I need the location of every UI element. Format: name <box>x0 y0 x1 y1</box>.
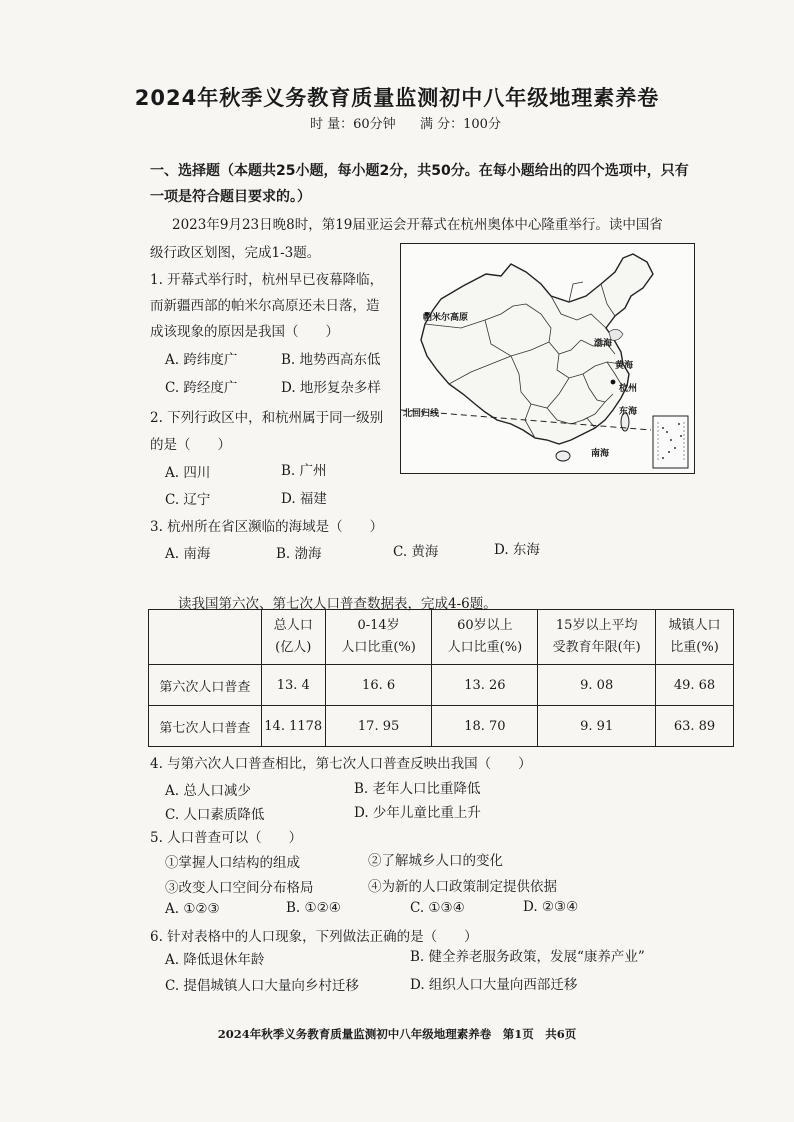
question-6-option-d[interactable]: D. 组织人口大量向西部迁移 <box>410 977 578 993</box>
intro-text: 2023年9月23日晚8时，第19届亚运会开幕式在杭州奥体中心隆重举行。读中国省 <box>172 217 663 233</box>
question-6-stem: 6. 针对表格中的人口现象，下列做法正确的是（ ） <box>150 929 478 945</box>
question-1-option-b[interactable]: B. 地势西高东低 <box>281 352 381 368</box>
table-header-cell: 0-14岁 人口比重(%) <box>325 610 432 665</box>
question-1-stem: 1. 开幕式举行时，杭州早已夜幕降临， <box>150 272 384 288</box>
question-5-option-b[interactable]: B. ①②④ <box>286 900 341 916</box>
map-label-nanhai: 南海 <box>591 449 610 459</box>
question-2-stem: 2. 下列行政区中，和杭州属于同一级别 <box>150 410 384 426</box>
question-3-option-d[interactable]: D. 东海 <box>494 542 540 558</box>
table-header-row <box>149 610 734 665</box>
question-6-option-a[interactable]: A. 降低退休年龄 <box>165 952 265 968</box>
census-table <box>148 609 734 747</box>
section-heading-cont: 一项是符合题目要求的。） <box>150 189 311 205</box>
question-2-option-d[interactable]: D. 福建 <box>281 491 327 507</box>
question-2-option-a[interactable]: A. 四川 <box>165 465 211 481</box>
table-row <box>149 665 734 706</box>
table-cell: 9. 91 <box>538 706 656 747</box>
question-2-stem-cont: 的是（ ） <box>150 437 231 453</box>
question-3-option-c[interactable]: C. 黄海 <box>393 544 439 560</box>
question-5-option-c[interactable]: C. ①③④ <box>410 900 465 916</box>
table-cell: 18. 70 <box>432 706 538 747</box>
map-label-hangzhou: 杭州 <box>619 384 638 394</box>
question-1-option-d[interactable]: D. 地形复杂多样 <box>281 380 381 396</box>
question-3-option-a[interactable]: A. 南海 <box>165 546 211 562</box>
question-1-stem-cont: 而新疆西部的帕米尔高原还未日落，造 <box>150 298 380 314</box>
question-5-statement-3: ③改变人口空间分布格局 <box>165 880 314 896</box>
table-intro: 读我国第六次、第七次人口普查数据表，完成4-6题。 <box>178 596 497 612</box>
table-header-cell: 60岁以上 人口比重(%) <box>432 610 538 665</box>
table-header-cell: 15岁以上平均 受教育年限(年) <box>538 610 656 665</box>
question-6-option-b[interactable]: B. 健全养老服务政策，发展“康养产业” <box>410 949 645 965</box>
question-2-option-c[interactable]: C. 辽宁 <box>165 492 211 508</box>
exam-time: 时 量：60分钟 <box>310 117 396 132</box>
table-header-cell: 总人口 (亿人) <box>261 610 325 665</box>
table-cell: 第六次人口普查 <box>149 665 262 706</box>
map-label-huanghai: 黄海 <box>615 361 634 371</box>
china-map-graphic <box>401 244 694 473</box>
question-5-statement-1: ①掌握人口结构的组成 <box>165 855 300 871</box>
question-5-statement-4: ④为新的人口政策制定提供依据 <box>368 879 557 895</box>
question-5-statement-2: ②了解城乡人口的变化 <box>368 853 503 869</box>
table-cell: 9. 08 <box>538 665 656 706</box>
page-title: 2024年秋季义务教育质量监测初中八年级地理素养卷 <box>134 86 660 110</box>
question-4-option-b[interactable]: B. 老年人口比重降低 <box>354 781 481 797</box>
table-cell: 17. 95 <box>325 706 432 747</box>
map-label-donghai: 东海 <box>619 407 638 417</box>
question-4-option-c[interactable]: C. 人口素质降低 <box>165 807 265 823</box>
question-5-option-a[interactable]: A. ①②③ <box>165 901 220 917</box>
china-province-map <box>400 243 695 474</box>
table-cell: 第七次人口普查 <box>149 706 262 747</box>
table-header-cell: 城镇人口 比重(%) <box>656 610 734 665</box>
question-5-stem: 5. 人口普查可以（ ） <box>150 830 303 846</box>
hainan-island <box>556 451 570 461</box>
table-header-cell <box>149 610 262 665</box>
hangzhou-point <box>611 380 616 385</box>
map-label-pamir: 帕米尔高原 <box>423 313 469 323</box>
table-cell: 16. 6 <box>325 665 432 706</box>
table-cell: 14. 1178 <box>261 706 325 747</box>
question-1-option-a[interactable]: A. 跨纬度广 <box>165 352 238 368</box>
intro-text-cont: 级行政区划图，完成1-3题。 <box>150 245 321 261</box>
question-4-option-a[interactable]: A. 总人口减少 <box>165 783 251 799</box>
section-heading: 一、选择题（本题共25小题，每小题2分，共50分。在每小题给出的四个选项中，只有 <box>150 163 689 179</box>
question-3-option-b[interactable]: B. 渤海 <box>276 546 322 562</box>
question-6-option-c[interactable]: C. 提倡城镇人口大量向乡村迁移 <box>165 978 359 994</box>
table-cell: 63. 89 <box>656 706 734 747</box>
question-3-stem: 3. 杭州所在省区濒临的海域是（ ） <box>150 519 384 535</box>
exam-score: 满 分：100分 <box>420 117 501 132</box>
map-label-bohai: 渤海 <box>594 339 613 349</box>
table-row <box>149 706 734 747</box>
question-4-option-d[interactable]: D. 少年儿童比重上升 <box>354 805 481 821</box>
table-cell: 13. 26 <box>432 665 538 706</box>
map-label-tropic: 北回归线 <box>403 409 440 419</box>
question-1-option-c[interactable]: C. 跨经度广 <box>165 380 238 396</box>
table-cell: 49. 68 <box>656 665 734 706</box>
page-footer: 2024年秋季义务教育质量监测初中八年级地理素养卷 第1页 共6页 <box>217 1027 577 1041</box>
question-2-option-b[interactable]: B. 广州 <box>281 463 327 479</box>
question-5-option-d[interactable]: D. ②③④ <box>523 899 579 915</box>
table-cell: 13. 4 <box>261 665 325 706</box>
question-1-stem-end: 成该现象的原因是我国（ ） <box>150 324 339 340</box>
question-4-stem: 4. 与第六次人口普查相比，第七次人口普查反映出我国（ ） <box>150 756 532 772</box>
